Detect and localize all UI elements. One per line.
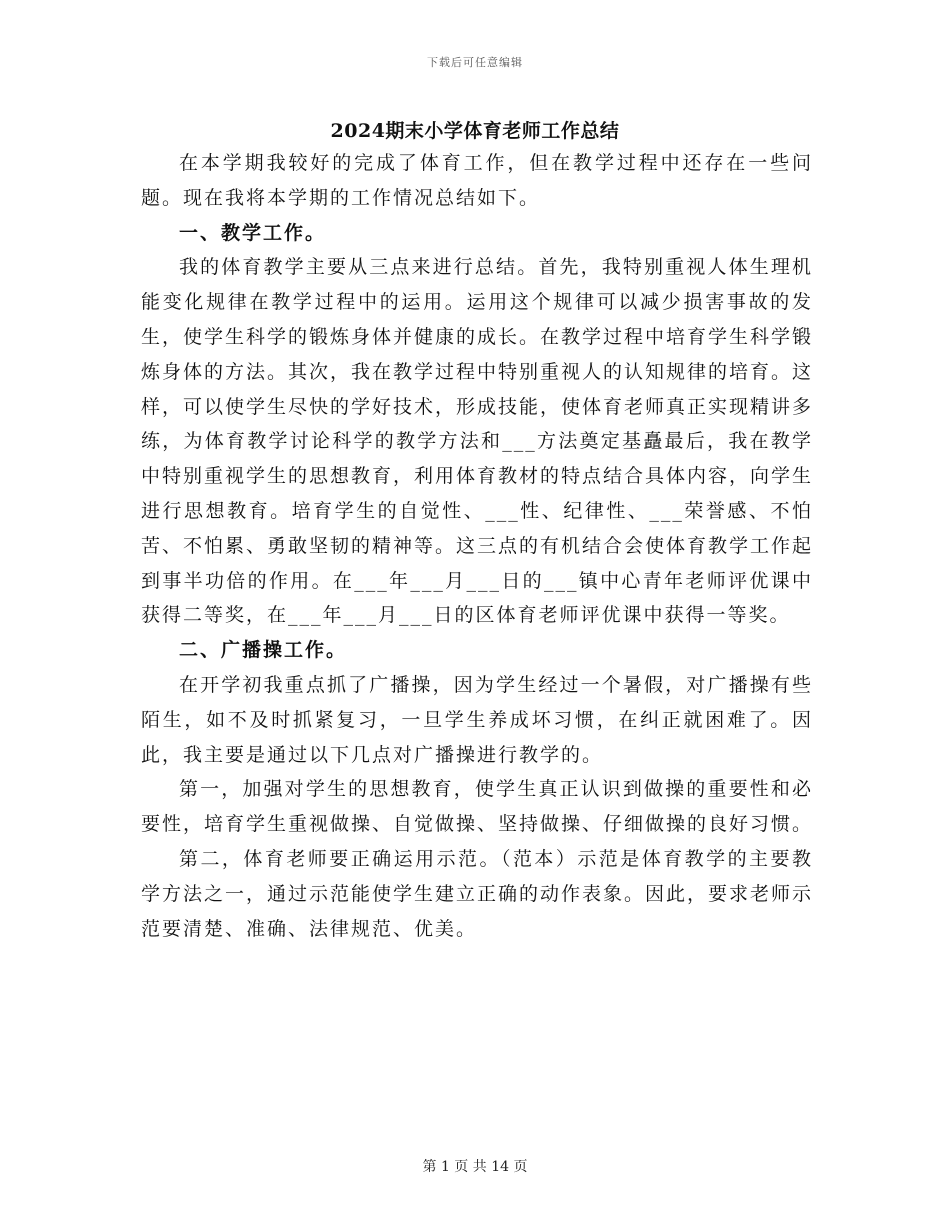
section-heading-broadcast-exercise: 二、广播操工作。 xyxy=(179,639,348,662)
intro-paragraph: 在本学期我较好的完成了体育工作，但在教学过程中还存在一些问题。现在我将本学期的工作情况总结如下。 xyxy=(141,152,813,209)
header-note: 下载后可任意编辑 xyxy=(427,56,523,69)
broadcast-paragraph-1: 在开学初我重点抓了广播操，因为学生经过一个暑假，对广播操有些陌生，如不及时抓紧复习，一旦学生养成坏习惯，在纠正就困难了。因此，我主要是通过以下几点对广播操进行教学的。 xyxy=(141,673,813,766)
teaching-paragraph: 我的体育教学主要从三点来进行总结。首先，我特别重视人体生理机能变化规律在教学过程中的运用。运用这个规律可以减少损害事故的发生，使学生科学的锻炼身体并健康的成长。在教学过程中培育学生科学锻炼身体的方法。其次，我在教学过程中特别重视人的认知规律的培育。这样，可以使学生尽快的学好技术，形成技能，使体育老师真正实现精讲多练，为体育教学讨论科学的教学方法和___方法奠定基矗最后，我在教学中特别重视学生的思想教育，利用体育教材的特点结合具体内容，向学生进行思想教育。培育学生的自觉性、___性、纪律性、___荣誉感、不怕苦、不怕累、勇敢坚韧的精神等。这三点的有机结合会使体育教学工作起到事半功倍的作用。在___年___月___日的___镇中心青年老师评优课中获得二等奖，在___年___月___日的区体育老师评优课中获得一等奖。 xyxy=(141,256,814,627)
broadcast-paragraph-2: 第一，加强对学生的思想教育，使学生真正认识到做操的重要性和必要性，培育学生重视做操、自觉做操、坚持做操、仔细做操的良好习惯。 xyxy=(141,778,814,836)
page-number: 第 1 页 共 14 页 xyxy=(422,1159,528,1175)
broadcast-paragraph-3: 第二，体育老师要正确运用示范。（范本）示范是体育教学的主要教学方法之一，通过示范能使学生建立正确的动作表象。因此，要求老师示范要清楚、准确、法律规范、优美。 xyxy=(141,847,814,940)
document-title: 2024期末小学体育老师工作总结 xyxy=(330,120,620,142)
section-heading-teaching: 一、教学工作。 xyxy=(179,221,327,244)
document-body xyxy=(141,146,813,946)
